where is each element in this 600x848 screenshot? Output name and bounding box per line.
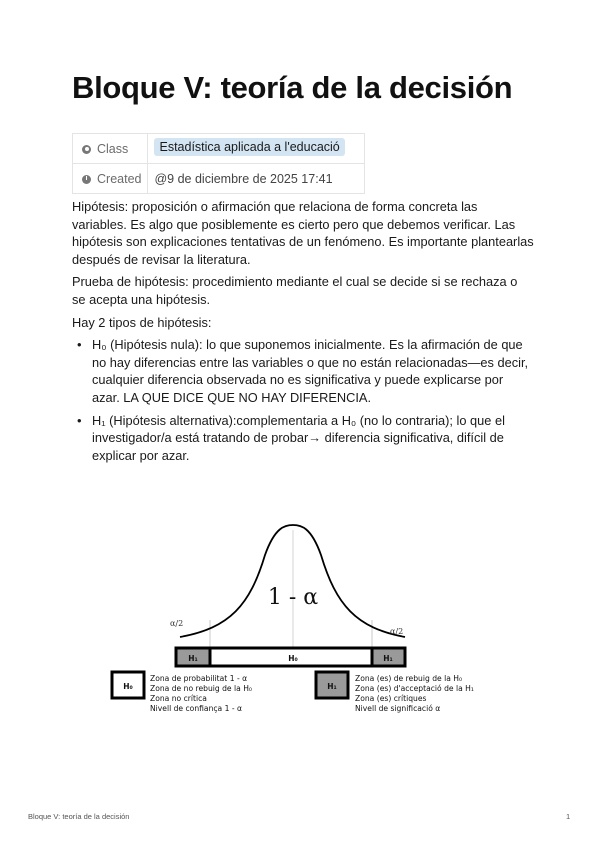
- footer-page-number: 1: [566, 812, 571, 821]
- confidence-label: 1 - α: [267, 585, 319, 610]
- legend-h0-line: Nivell de confiança 1 - α: [150, 704, 243, 713]
- legend-h0-box-label: H₀: [123, 682, 133, 691]
- list-item-h0: • H₀ (Hipótesis nula): lo que suponemos inicialmente. Es la afirmación de que no hay diferencias entre las variables o que no están relacionadas—es decir, cualquier diferencia observada no es significativa y puede explicarse por azar. LA QUE DICE QUE NO HAY DIFERENCIA.: [72, 336, 534, 406]
- legend-h1-line: Nivell de significació α: [355, 704, 441, 713]
- paragraph-prueba: Prueba de hipótesis: procedimiento mediante el cual se decide si se rechaza o se acepta una hipótesis.: [72, 274, 518, 307]
- property-value-class[interactable]: [148, 134, 365, 164]
- document-body: [72, 198, 534, 469]
- legend-h1-line: Zona (es) crítiques: [355, 694, 427, 703]
- property-row-class[interactable]: [73, 134, 365, 164]
- bar-label-h1-right: H₁: [383, 654, 393, 663]
- hypothesis-list: [72, 336, 534, 464]
- legend-h0-line: Zona de no rebuig de la H₀: [150, 684, 252, 693]
- property-row-created[interactable]: [73, 164, 365, 194]
- page-title: Bloque V: teoría de la decisión: [72, 70, 513, 105]
- list-item-h1: • H₁ (Hipótesis alternativa):complementaria a H₀ (no lo contraria); lo que el investigador/a está tratando de probar→ diferencia significativa, difícil de explicar por azar.: [72, 412, 534, 465]
- properties-table: [72, 133, 365, 194]
- alpha-half-left-label: α/2: [170, 619, 184, 628]
- legend-h0-line: Zona no crítica: [150, 694, 207, 703]
- property-value-created: @9 de diciembre de 2025 17:41: [148, 164, 365, 194]
- property-key-label: Class: [97, 141, 129, 156]
- class-tag[interactable]: Estadística aplicada a l'educació: [154, 138, 344, 156]
- paragraph-tipos: Hay 2 tipos de hipótesis:: [72, 314, 212, 330]
- legend-h1-box-label: H₁: [327, 682, 337, 691]
- legend-h1-text: [355, 674, 476, 713]
- legend-h0-line: Zona de probabilitat 1 - α: [150, 674, 248, 683]
- target-icon: [82, 145, 91, 154]
- property-key-created: [73, 164, 148, 194]
- paragraph-hipotesis: Hipótesis: proposición o afirmación que relaciona de forma concreta las variables. Es algo que posiblemente es cierto pero que debemos verificar. Las hipótesis son explicaciones tentativas de un fenómeno. Es importante plantearlas después de revisar la literatura.: [72, 199, 534, 267]
- legend-h0-text: [150, 674, 254, 713]
- footer-title: Bloque V: teoría de la decisión: [28, 812, 130, 821]
- normal-curve: [180, 525, 405, 637]
- hypothesis-diagram: [100, 510, 500, 725]
- legend-h1-line: Zona (es) de rebuig de la H₀: [355, 674, 463, 683]
- bar-label-h1-left: H₁: [188, 654, 198, 663]
- property-key-label: Created: [97, 171, 142, 186]
- alpha-half-right-label: α/2: [390, 627, 404, 636]
- legend-h1-line: Zona (es) d'acceptació de la H₁: [355, 684, 474, 693]
- property-key-class: [73, 134, 148, 164]
- bar-label-h0: H₀: [288, 654, 298, 663]
- clock-icon: [82, 175, 91, 184]
